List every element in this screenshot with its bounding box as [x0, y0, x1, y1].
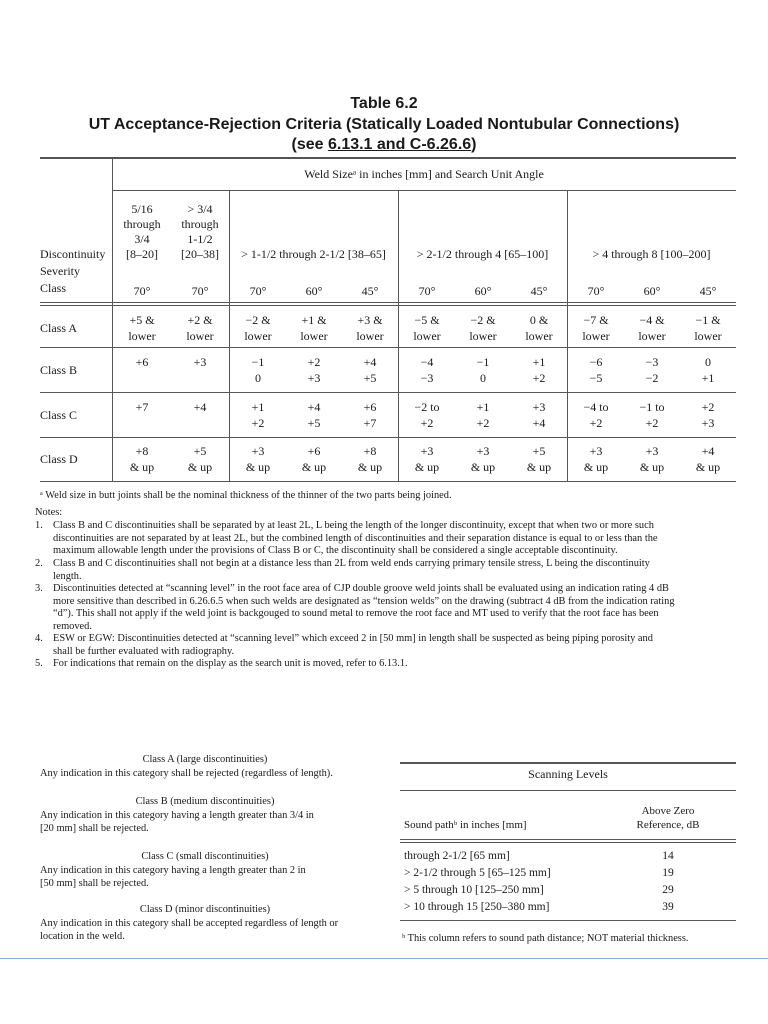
table-cell: −1 [476, 355, 490, 369]
note-item [35, 583, 735, 633]
table-cell: & up [129, 460, 155, 474]
class-def-title: Class C (small discontinuities) [141, 851, 269, 862]
table-cell: −4 & [639, 313, 665, 327]
db-header-line1: Above Zero [641, 805, 695, 817]
table-cell: lower [582, 329, 610, 343]
note-item [35, 558, 735, 583]
table-cell: lower [356, 329, 384, 343]
angle-cell: 60° [305, 284, 323, 298]
angle-cell: 70° [133, 284, 151, 298]
table-number: Table 6.2 [350, 95, 418, 112]
table-cell: & up [414, 460, 440, 474]
table-cell: +1 [532, 355, 546, 369]
note-line: Class B and C discontinuities shall not begin at a distance less than 2L from weld ends carrying primary tensile stress, L being the discontinuity [53, 558, 650, 569]
footnote-b: ᵇ This column refers to sound path distance; NOT material thickness. [402, 933, 689, 944]
size-group-3: > 1-1/2 through 2-1/2 [38–65] [241, 247, 386, 261]
sound-path-value: > 10 through 15 [250–380 mm] [404, 901, 550, 913]
table-cell: +4 [701, 444, 715, 458]
table-cell: & up [245, 460, 271, 474]
table-cell: lower [469, 329, 497, 343]
table-cell: +3 [476, 444, 490, 458]
note-line: “d”). This shall not apply if the weld joint is backgouged to sound metal to remove the root face and MT used to verify that the root face has been [53, 608, 659, 619]
table-title: UT Acceptance-Rejection Criteria (Statically Loaded Nontubular Connections) [88, 116, 680, 133]
note-line: ESW or EGW: Discontinuities detected at “scanning level” which exceed 2 in [50 mm] in length shall be suspected as being piping porosity and [53, 633, 653, 644]
table-cell: lower [694, 329, 722, 343]
table-cell: +5 & [129, 313, 155, 327]
note-number: 1. [35, 520, 43, 531]
table-cell: +3 [193, 355, 207, 369]
table-title-reference: (see 6.13.1 and C-6.26.6) [291, 136, 477, 153]
angle-cell: 45° [699, 284, 717, 298]
table-cell: lower [186, 329, 214, 343]
table-cell: −4 [420, 355, 434, 369]
table-cell: lower [300, 329, 328, 343]
table-cell: −3 [420, 371, 434, 385]
table-cell: +2 [701, 400, 715, 414]
table-cell: +5 [363, 371, 377, 385]
table-cell: & up [526, 460, 552, 474]
angle-cell: 60° [643, 284, 661, 298]
table-cell: +6 [363, 400, 377, 414]
table-cell: lower [128, 329, 156, 343]
table-cell: +7 [135, 400, 149, 414]
table-cell: −2 [645, 371, 659, 385]
note-line: discontinuities are not separated by at least 2L, but the combined length of discontinuities and their separation distance is equal to or less than the [53, 532, 658, 544]
table-cell: −2 & [245, 313, 271, 327]
note-line: Discontinuities detected at “scanning level” in the root face area of CJP double groove weld joints shall be evaluated using an indication rating 4 dB [53, 583, 669, 594]
table-cell: +8 [363, 444, 377, 458]
table-cell: −1 & [695, 313, 721, 327]
class-def-text: Any indication in this category shall be rejected (regardless of length). [40, 768, 333, 779]
row-class-label: Class A [40, 321, 78, 335]
table-cell: +3 [251, 444, 265, 458]
table-cell: 0 & [529, 313, 549, 327]
weld-size-header: Weld Sizeᵃ in inches [mm] and Search Unit Angle [304, 167, 544, 181]
angle-cell: 70° [587, 284, 605, 298]
note-line: shall be further evaluated with radiography. [53, 645, 235, 657]
angle-cell: 60° [474, 284, 492, 298]
angle-cell: 70° [418, 284, 436, 298]
table-cell: +7 [363, 416, 377, 430]
table-cell: +4 [363, 355, 377, 369]
table-cell: +1 [476, 400, 490, 414]
table-cell: +3 [420, 444, 434, 458]
table-cell: +4 [193, 400, 207, 414]
table-cell: +8 [135, 444, 149, 458]
row-class-label: Class D [40, 452, 78, 466]
table-cell: & up [695, 460, 721, 474]
note-line: length. [53, 570, 82, 582]
table-cell: −7 & [583, 313, 609, 327]
table-cell: +4 [307, 400, 321, 414]
table-cell: +5 [193, 444, 207, 458]
table-cell: +2 [532, 371, 546, 385]
table-cell: +3 [645, 444, 659, 458]
note-item [35, 658, 735, 671]
db-value: 14 [662, 850, 674, 862]
scanning-levels-title: Scanning Levels [528, 767, 608, 781]
table-cell: −2 & [470, 313, 496, 327]
table-cell: & up [470, 460, 496, 474]
table-cell: −4 to [583, 400, 609, 414]
note-line: maximum allowable length under the provisions of Class B or C, the discontinuity shall be considered a single acceptable discontinuity. [53, 545, 618, 556]
table-cell: & up [583, 460, 609, 474]
table-cell: +2 [645, 416, 659, 430]
table-cell: −5 & [414, 313, 440, 327]
table-cell: lower [244, 329, 272, 343]
class-def-text: Any indication in this category having a length greater than 3/4 in [40, 810, 314, 821]
size-group-4: > 2-1/2 through 4 [65–100] [416, 247, 549, 261]
table-cell: +2 [251, 416, 265, 430]
note-line: Class B and C discontinuities shall be separated by at least 2L, L being the length of the longer discontinuity, except that when two or more such [53, 520, 654, 531]
table-cell: +5 [532, 444, 546, 458]
table-cell: −5 [589, 371, 603, 385]
table-cell: lower [413, 329, 441, 343]
note-line: For indications that remain on the display as the search unit is moved, refer to 6.13.1. [53, 658, 408, 669]
table-cell: +3 [307, 371, 321, 385]
table-cell: +1 & [301, 313, 327, 327]
angle-cell: 70° [191, 284, 209, 298]
table-cell: +2 [476, 416, 490, 430]
note-number: 2. [35, 558, 43, 569]
footnote-a: ᵃ Weld size in butt joints shall be the nominal thickness of the thinner of the two parts being joined. [40, 490, 452, 501]
table-cell: +2 & [187, 313, 213, 327]
table-cell: & up [187, 460, 213, 474]
table-cell: 0 [255, 371, 261, 385]
sound-path-value: through 2-1/2 [65 mm] [404, 850, 510, 862]
sound-path-value: > 2-1/2 through 5 [65–125 mm] [404, 867, 551, 879]
table-cell: 0 [705, 355, 711, 369]
db-value: 29 [662, 884, 674, 896]
class-def-text: Any indication in this category having a length greater than 2 in [40, 865, 306, 876]
db-header-line2: Reference, dB [636, 819, 700, 831]
row-class-label: Class C [40, 408, 78, 422]
discontinuity-label: Discontinuity [40, 247, 106, 261]
class-def-text: location in the weld. [40, 931, 125, 942]
table-cell: +2 [420, 416, 434, 430]
note-line: removed. [53, 620, 92, 632]
table-cell: +3 [589, 444, 603, 458]
angle-cell: 70° [249, 284, 267, 298]
note-item [35, 520, 735, 558]
table-cell: +6 [307, 444, 321, 458]
db-value: 39 [662, 901, 674, 913]
table-cell: −1 [251, 355, 265, 369]
table-cell: & up [301, 460, 327, 474]
table-cell: lower [638, 329, 666, 343]
sound-path-value: > 5 through 10 [125–250 mm] [404, 884, 544, 896]
table-cell: −1 to [639, 400, 665, 414]
angle-cell: 45° [530, 284, 548, 298]
table-cell: +5 [307, 416, 321, 430]
table-cell: −3 [645, 355, 659, 369]
table-cell: +6 [135, 355, 149, 369]
note-line: more sensitive than described in 6.26.6.5 when such welds are designated as “tension welds” on the drawing (subtract 4 dB from the indication rating [53, 595, 675, 607]
note-number: 4. [35, 633, 43, 644]
notes-heading: Notes: [35, 507, 63, 518]
note-number: 3. [35, 583, 43, 594]
table-cell: lower [525, 329, 553, 343]
class-def-title: Class A (large discontinuities) [142, 754, 268, 765]
size-group-5: > 4 through 8 [100–200] [592, 247, 711, 261]
table-cell: 0 [480, 371, 486, 385]
angle-cell: 45° [361, 284, 379, 298]
note-number: 5. [35, 658, 43, 669]
note-item [35, 633, 735, 658]
table-cell: +3 [532, 400, 546, 414]
table-cell: +4 [532, 416, 546, 430]
class-label: Class [40, 281, 67, 295]
table-cell: −6 [589, 355, 603, 369]
table-cell: +1 [251, 400, 265, 414]
table-cell: +1 [701, 371, 715, 385]
row-class-label: Class B [40, 363, 78, 377]
class-def-text: [20 mm] shall be rejected. [40, 823, 149, 834]
table-cell: +3 & [357, 313, 383, 327]
table-cell: +2 [589, 416, 603, 430]
table-cell: & up [357, 460, 383, 474]
class-def-text: [50 mm] shall be rejected. [40, 878, 149, 889]
table-cell: & up [639, 460, 665, 474]
sound-path-header: Sound pathᵇ in inches [mm] [404, 819, 527, 831]
class-def-title: Class B (medium discontinuities) [135, 796, 275, 807]
class-def-text: Any indication in this category shall be accepted regardless of length or [40, 918, 339, 929]
page-divider [0, 958, 768, 959]
table-cell: +2 [307, 355, 321, 369]
db-value: 19 [662, 867, 674, 879]
severity-label: Severity [40, 264, 80, 278]
table-cell: −2 to [414, 400, 440, 414]
class-def-title: Class D (minor discontinuities) [139, 904, 271, 915]
table-cell: +3 [701, 416, 715, 430]
